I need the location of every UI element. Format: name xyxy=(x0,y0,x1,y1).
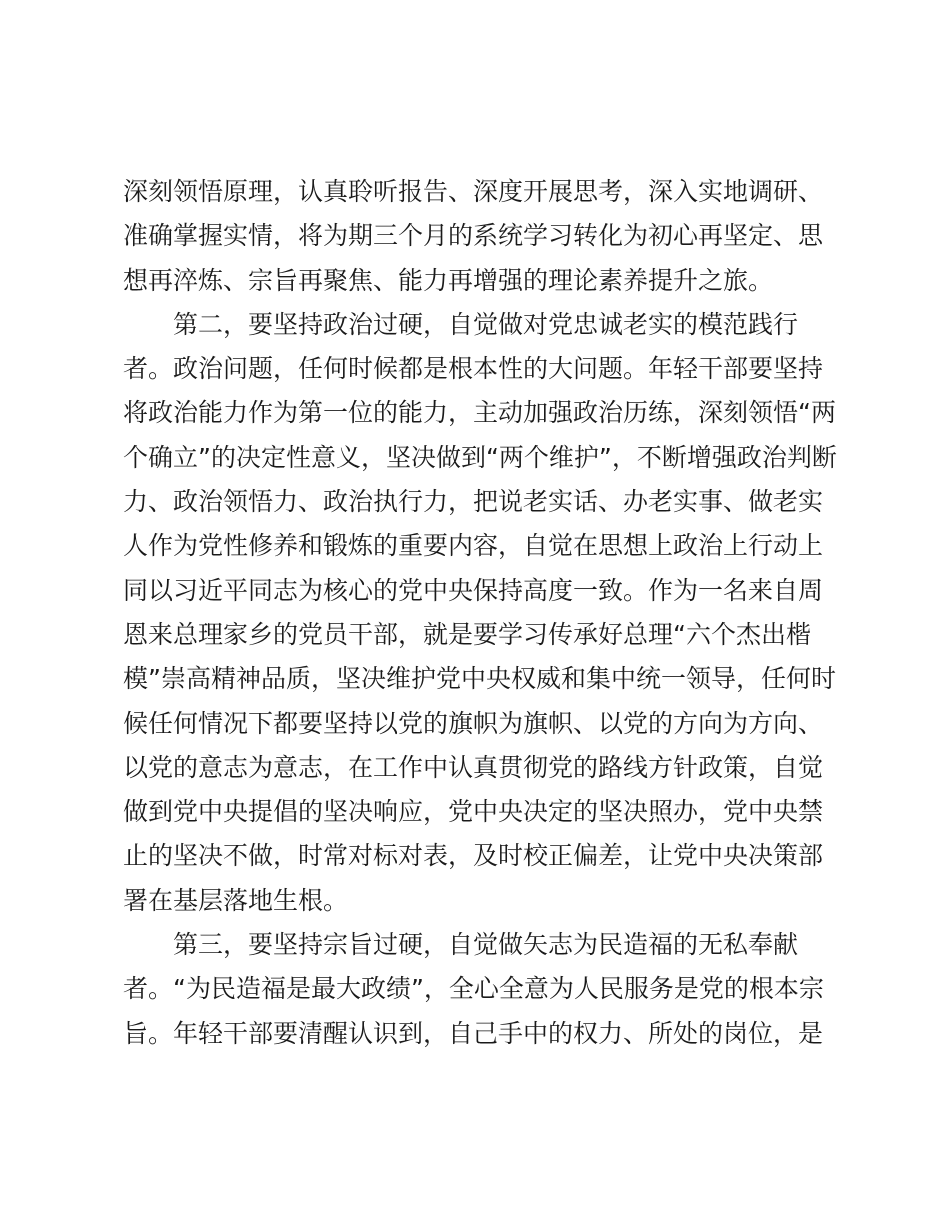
body-text xyxy=(123,170,835,1056)
text-line: 恩来总理家乡的党员干部，就是要学习传承好总理“六个杰出楷 xyxy=(123,619,811,649)
text-line: 同以习近平同志为核心的党中央保持高度一致。作为一名来自周 xyxy=(123,575,824,605)
text-line: 人作为党性修养和锻炼的重要内容，自觉在思想上政治上行动上 xyxy=(123,531,824,561)
text-line: 候任何情况下都要坚持以党的旗帜为旗帜、以党的方向为方向、 xyxy=(123,708,824,738)
text-line: 第三，要坚持宗旨过硬，自觉做矢志为民造福的无私奉献 xyxy=(123,930,799,960)
text-line: 署在基层落地生根。 xyxy=(123,885,349,915)
text-line: 止的坚决不做，时常对标对表，及时校正偏差，让党中央决策部 xyxy=(123,841,824,871)
text-line: 将政治能力作为第一位的能力，主动加强政治历练，深刻领悟“两 xyxy=(123,398,836,428)
text-line: 做到党中央提倡的坚决响应，党中央决定的坚决照办，党中央禁 xyxy=(123,797,824,827)
text-line: 者。“为民造福是最大政绩”，全心全意为人民服务是党的根本宗 xyxy=(123,974,824,1004)
text-line: 旨。年轻干部要清醒认识到，自己手中的权力、所处的岗位，是 xyxy=(123,1018,824,1048)
text-line: 力、政治领悟力、政治执行力，把说老实话、办老实事、做老实 xyxy=(123,487,824,517)
text-line: 个确立”的决定性意义，坚决做到“两个维护”，不断增强政治判断 xyxy=(123,442,837,472)
text-line: 准确掌握实情，将为期三个月的系统学习转化为初心再坚定、思 xyxy=(123,221,824,251)
text-line: 以党的意志为意志，在工作中认真贯彻党的路线方针政策，自觉 xyxy=(123,752,824,782)
text-line: 模”崇高精神品质，坚决维护党中央权威和集中统一领导，任何时 xyxy=(123,664,836,694)
text-line: 想再淬炼、宗旨再聚焦、能力再增强的理论素养提升之旅。 xyxy=(123,265,774,295)
text-line: 第二，要坚持政治过硬，自觉做对党忠诚老实的模范践行 xyxy=(123,309,799,339)
text-line: 深刻领悟原理，认真聆听报告、深度开展思考，深入实地调研、 xyxy=(123,177,824,206)
text-line: 者。政治问题，任何时候都是根本性的大问题。年轻干部要坚持 xyxy=(123,354,824,384)
